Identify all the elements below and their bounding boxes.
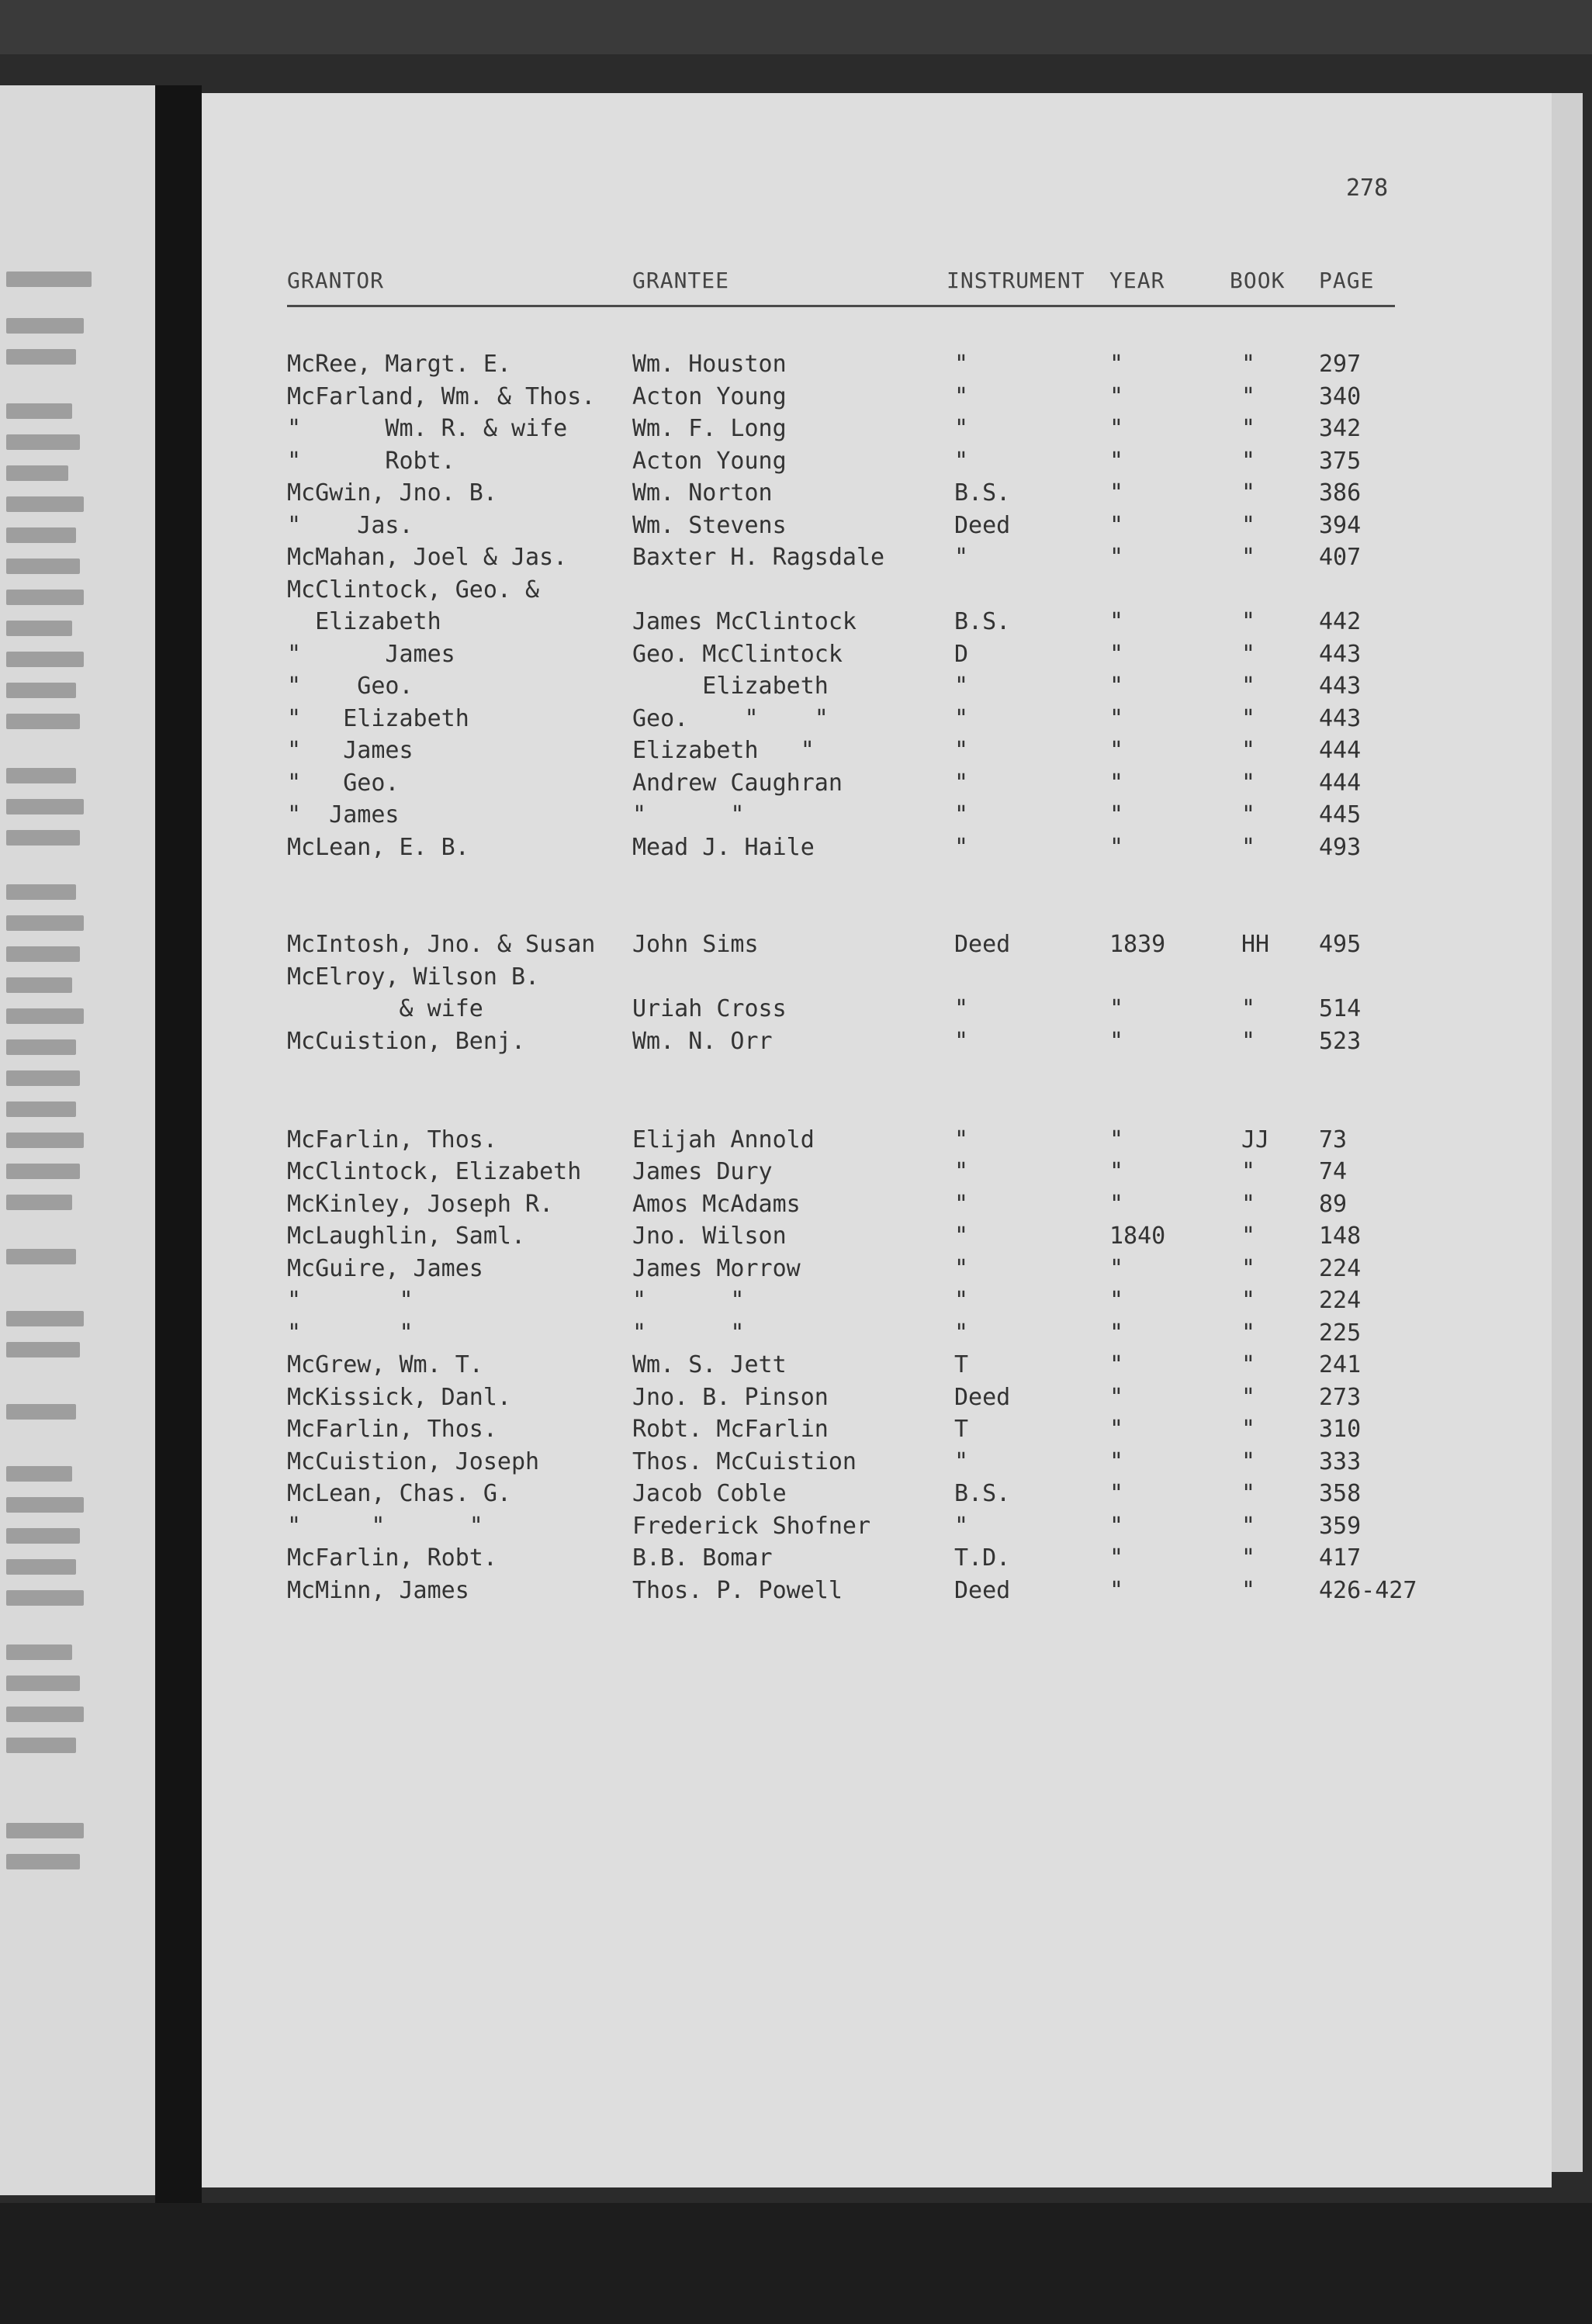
cell-grantor: " "	[287, 1287, 414, 1314]
cell-book: "	[1241, 512, 1256, 539]
cell-grantor: McLaughlin, Saml.	[287, 1223, 526, 1250]
cell-grantor: McCuistion, Benj.	[287, 1028, 526, 1055]
cell-grantee: Frederick Shofner	[632, 1513, 871, 1540]
cell-page: 445	[1319, 801, 1362, 828]
cell-page: 386	[1319, 479, 1362, 507]
table-row	[202, 382, 1552, 413]
cell-instrument: "	[954, 995, 969, 1022]
cell-year: "	[1109, 1158, 1124, 1185]
cell-instrument: "	[954, 1028, 969, 1055]
cell-instrument: T	[954, 1351, 969, 1378]
cell-grantee: Thos. P. Powell	[632, 1577, 843, 1604]
cell-instrument: "	[954, 1287, 969, 1314]
cell-book: "	[1241, 673, 1256, 700]
cell-page: 333	[1319, 1448, 1362, 1475]
table-row	[202, 1189, 1552, 1220]
cell-instrument: "	[954, 448, 969, 475]
cell-instrument: B.S.	[954, 479, 1011, 507]
cell-grantee: Wm. N. Orr	[632, 1028, 773, 1055]
cell-grantee: James McClintock	[632, 608, 857, 635]
page-number: 278	[1346, 175, 1389, 202]
cell-grantor: & wife	[287, 995, 483, 1022]
cell-instrument: Deed	[954, 931, 1011, 958]
cell-grantee: Elijah Annold	[632, 1126, 815, 1153]
cell-page: 89	[1319, 1191, 1348, 1218]
cell-grantee: Jacob Coble	[632, 1480, 787, 1507]
cell-grantee: Acton Young	[632, 383, 787, 410]
cell-year: "	[1109, 1577, 1124, 1604]
table-row	[202, 1543, 1552, 1574]
cell-book: "	[1241, 383, 1256, 410]
cell-year: "	[1109, 1319, 1124, 1347]
cell-year: "	[1109, 1480, 1124, 1507]
book-gutter	[155, 85, 202, 2211]
cell-book: "	[1241, 1319, 1256, 1347]
cell-grantee: Amos McAdams	[632, 1191, 801, 1218]
cell-grantor: Elizabeth	[287, 608, 441, 635]
cell-page: 225	[1319, 1319, 1362, 1347]
table-row	[202, 1382, 1552, 1413]
cell-instrument: "	[954, 1448, 969, 1475]
cell-instrument: "	[954, 351, 969, 378]
header-page: PAGE	[1319, 268, 1375, 293]
table-row	[202, 1447, 1552, 1478]
cell-instrument: D	[954, 641, 969, 668]
cell-grantor: McFarland, Wm. & Thos.	[287, 383, 596, 410]
cell-grantor: McGrew, Wm. T.	[287, 1351, 483, 1378]
cell-book: "	[1241, 1223, 1256, 1250]
cell-book: "	[1241, 1191, 1256, 1218]
cell-year: 1840	[1109, 1223, 1166, 1250]
cell-page: 342	[1319, 415, 1362, 442]
cell-instrument: "	[954, 673, 969, 700]
cell-grantee: John Sims	[632, 931, 759, 958]
cell-grantor: McGwin, Jno. B.	[287, 479, 497, 507]
table-row	[202, 1221, 1552, 1252]
table-row	[202, 832, 1552, 863]
table-row	[202, 1125, 1552, 1156]
header-year: YEAR	[1109, 268, 1165, 293]
cell-grantor: McCuistion, Joseph	[287, 1448, 540, 1475]
cell-instrument: "	[954, 1255, 969, 1282]
cell-grantee: " "	[632, 801, 745, 828]
cell-grantor: " James	[287, 801, 400, 828]
cell-grantor: " Wm. R. & wife	[287, 415, 568, 442]
cell-grantee: Geo. McClintock	[632, 641, 843, 668]
cell-page: 417	[1319, 1544, 1362, 1572]
cell-instrument: T.D.	[954, 1544, 1011, 1572]
cell-grantee: Baxter H. Ragsdale	[632, 544, 885, 571]
cell-instrument: Deed	[954, 1384, 1011, 1411]
cell-page: 359	[1319, 1513, 1362, 1540]
cell-year: "	[1109, 479, 1124, 507]
cell-year: "	[1109, 995, 1124, 1022]
cell-grantee: James Dury	[632, 1158, 773, 1185]
cell-grantor: McMahan, Joel & Jas.	[287, 544, 568, 571]
cell-grantee: Uriah Cross	[632, 995, 787, 1022]
cell-grantor: " Geo.	[287, 769, 400, 797]
cell-year: "	[1109, 1191, 1124, 1218]
cell-grantee: Thos. McCuistion	[632, 1448, 857, 1475]
cell-grantee: Jno. B. Pinson	[632, 1384, 829, 1411]
cell-grantee: Andrew Caughran	[632, 769, 843, 797]
cell-grantor: " Elizabeth	[287, 705, 469, 732]
cell-instrument: "	[954, 737, 969, 764]
cell-grantee: Elizabeth "	[632, 737, 815, 764]
header-grantor: GRANTOR	[287, 268, 385, 293]
cell-instrument: "	[954, 1319, 969, 1347]
table-row	[202, 962, 1552, 993]
cell-grantor: McFarlin, Thos.	[287, 1416, 497, 1443]
cell-book: "	[1241, 641, 1256, 668]
cell-page: 224	[1319, 1287, 1362, 1314]
table-row	[202, 1285, 1552, 1316]
cell-grantee: Wm. F. Long	[632, 415, 787, 442]
cell-year: "	[1109, 834, 1124, 861]
table-row	[202, 704, 1552, 735]
cell-instrument: "	[954, 834, 969, 861]
cell-book: "	[1241, 608, 1256, 635]
cell-grantor: " James	[287, 737, 414, 764]
cell-book: "	[1241, 1416, 1256, 1443]
cell-year: "	[1109, 512, 1124, 539]
cell-book: "	[1241, 1448, 1256, 1475]
cell-page: 443	[1319, 705, 1362, 732]
cell-grantor: McFarlin, Robt.	[287, 1544, 497, 1572]
cell-year: "	[1109, 641, 1124, 668]
cell-page: 241	[1319, 1351, 1362, 1378]
cell-page: 73	[1319, 1126, 1348, 1153]
cell-book: "	[1241, 1287, 1256, 1314]
cell-page: 443	[1319, 641, 1362, 668]
cell-instrument: "	[954, 1223, 969, 1250]
cell-grantor: McClintock, Elizabeth	[287, 1158, 582, 1185]
cell-grantor: " Robt.	[287, 448, 455, 475]
cell-page: 375	[1319, 448, 1362, 475]
cell-page: 148	[1319, 1223, 1362, 1250]
cell-grantor: " "	[287, 1319, 414, 1347]
table-row	[202, 1254, 1552, 1285]
table-row	[202, 800, 1552, 831]
cell-grantee: Wm. Norton	[632, 479, 773, 507]
cell-year: "	[1109, 1448, 1124, 1475]
table-row	[202, 446, 1552, 477]
table-row	[202, 607, 1552, 638]
cell-page: 310	[1319, 1416, 1362, 1443]
table-row	[202, 1157, 1552, 1188]
cell-grantee: B.B. Bomar	[632, 1544, 773, 1572]
cell-grantor: McIntosh, Jno. & Susan	[287, 931, 596, 958]
cell-grantee: Geo. " "	[632, 705, 829, 732]
cell-book: "	[1241, 1544, 1256, 1572]
cell-page: 495	[1319, 931, 1362, 958]
scan-border-bottom	[0, 2203, 1592, 2324]
cell-year: "	[1109, 1028, 1124, 1055]
cell-grantee: Elizabeth	[632, 673, 829, 700]
table-row	[202, 768, 1552, 799]
cell-instrument: "	[954, 544, 969, 571]
cell-grantee: Wm. Houston	[632, 351, 787, 378]
table-row	[202, 639, 1552, 670]
cell-instrument: "	[954, 415, 969, 442]
cell-page: 273	[1319, 1384, 1362, 1411]
cell-book: JJ	[1241, 1126, 1270, 1153]
cell-year: "	[1109, 544, 1124, 571]
cell-grantor: " Jas.	[287, 512, 414, 539]
cell-instrument: B.S.	[954, 1480, 1011, 1507]
cell-grantor: McGuire, James	[287, 1255, 483, 1282]
cell-year: "	[1109, 1351, 1124, 1378]
table-header	[287, 268, 1389, 299]
cell-instrument: T	[954, 1416, 969, 1443]
cell-book: "	[1241, 1480, 1256, 1507]
cell-page: 224	[1319, 1255, 1362, 1282]
cell-book: "	[1241, 1028, 1256, 1055]
table-row	[202, 1026, 1552, 1057]
cell-grantee: Robt. McFarlin	[632, 1416, 829, 1443]
cell-book: "	[1241, 479, 1256, 507]
cell-book: "	[1241, 801, 1256, 828]
cell-book: "	[1241, 1513, 1256, 1540]
cell-year: "	[1109, 1287, 1124, 1314]
cell-page: 407	[1319, 544, 1362, 571]
cell-grantor: McElroy, Wilson B.	[287, 963, 540, 991]
cell-year: 1839	[1109, 931, 1166, 958]
cell-instrument: B.S.	[954, 608, 1011, 635]
cell-page: 394	[1319, 512, 1362, 539]
cell-year: "	[1109, 737, 1124, 764]
index-page	[202, 93, 1552, 2187]
cell-grantor: McLean, E. B.	[287, 834, 469, 861]
cell-instrument: "	[954, 801, 969, 828]
cell-book: "	[1241, 1255, 1256, 1282]
cell-page: 442	[1319, 608, 1362, 635]
table-row	[202, 510, 1552, 541]
table-row	[202, 1478, 1552, 1510]
cell-year: "	[1109, 801, 1124, 828]
cell-page: 358	[1319, 1480, 1362, 1507]
cell-grantor: McFarlin, Thos.	[287, 1126, 497, 1153]
table-row	[202, 349, 1552, 380]
cell-grantor: McMinn, James	[287, 1577, 469, 1604]
cell-book: "	[1241, 1577, 1256, 1604]
table-row	[202, 1511, 1552, 1542]
cell-page: 426-427	[1319, 1577, 1417, 1604]
header-rule	[287, 305, 1395, 307]
cell-instrument: "	[954, 769, 969, 797]
cell-instrument: "	[954, 1126, 969, 1153]
cell-grantor: McRee, Margt. E.	[287, 351, 511, 378]
header-instrument: INSTRUMENT	[947, 268, 1085, 293]
table-row	[202, 413, 1552, 444]
cell-page: 444	[1319, 737, 1362, 764]
cell-book: "	[1241, 1351, 1256, 1378]
cell-grantor: McKissick, Danl.	[287, 1384, 511, 1411]
cell-page: 340	[1319, 383, 1362, 410]
cell-instrument: "	[954, 1191, 969, 1218]
cell-year: "	[1109, 1384, 1124, 1411]
cell-grantor: " Geo.	[287, 673, 414, 700]
table-row	[202, 478, 1552, 509]
cell-page: 444	[1319, 769, 1362, 797]
table-row	[202, 929, 1552, 960]
cell-year: "	[1109, 351, 1124, 378]
cell-year: "	[1109, 383, 1124, 410]
table-row	[202, 1318, 1552, 1349]
cell-book: "	[1241, 995, 1256, 1022]
cell-grantee: " "	[632, 1319, 745, 1347]
cell-book: "	[1241, 544, 1256, 571]
cell-book: "	[1241, 705, 1256, 732]
facing-page-edge	[0, 85, 155, 2195]
cell-book: "	[1241, 1158, 1256, 1185]
table-row	[202, 542, 1552, 573]
page-right-edge	[1552, 93, 1583, 2172]
cell-instrument: "	[954, 705, 969, 732]
cell-book: "	[1241, 448, 1256, 475]
table-row	[202, 671, 1552, 702]
cell-book: "	[1241, 351, 1256, 378]
cell-book: "	[1241, 769, 1256, 797]
cell-grantee: James Morrow	[632, 1255, 801, 1282]
cell-instrument: Deed	[954, 1577, 1011, 1604]
cell-grantee: Jno. Wilson	[632, 1223, 787, 1250]
table-row	[202, 1414, 1552, 1445]
cell-page: 523	[1319, 1028, 1362, 1055]
cell-year: "	[1109, 1416, 1124, 1443]
cell-year: "	[1109, 705, 1124, 732]
header-grantee: GRANTEE	[632, 268, 730, 293]
cell-page: 514	[1319, 995, 1362, 1022]
cell-grantee: Acton Young	[632, 448, 787, 475]
cell-year: "	[1109, 608, 1124, 635]
cell-book: "	[1241, 737, 1256, 764]
cell-grantor: McLean, Chas. G.	[287, 1480, 511, 1507]
cell-grantee: Wm. S. Jett	[632, 1351, 787, 1378]
cell-book: "	[1241, 415, 1256, 442]
cell-instrument: "	[954, 1513, 969, 1540]
cell-grantor: " " "	[287, 1513, 483, 1540]
cell-grantor: McKinley, Joseph R.	[287, 1191, 554, 1218]
cell-book: "	[1241, 1384, 1256, 1411]
cell-grantor: " James	[287, 641, 455, 668]
cell-year: "	[1109, 1126, 1124, 1153]
table-row	[202, 1350, 1552, 1381]
cell-year: "	[1109, 1544, 1124, 1572]
cell-year: "	[1109, 769, 1124, 797]
cell-page: 493	[1319, 834, 1362, 861]
header-book: BOOK	[1230, 268, 1286, 293]
cell-grantee: Wm. Stevens	[632, 512, 787, 539]
cell-year: "	[1109, 1255, 1124, 1282]
cell-page: 443	[1319, 673, 1362, 700]
cell-page: 74	[1319, 1158, 1348, 1185]
cell-year: "	[1109, 448, 1124, 475]
table-row	[202, 575, 1552, 606]
cell-year: "	[1109, 673, 1124, 700]
cell-instrument: Deed	[954, 512, 1011, 539]
cell-grantee: Mead J. Haile	[632, 834, 815, 861]
table-row	[202, 735, 1552, 766]
cell-instrument: "	[954, 1158, 969, 1185]
table-row	[202, 1575, 1552, 1606]
table-row	[202, 994, 1552, 1025]
cell-grantee: " "	[632, 1287, 745, 1314]
cell-book: "	[1241, 834, 1256, 861]
cell-grantor: McClintock, Geo. &	[287, 576, 540, 603]
cell-book: HH	[1241, 931, 1270, 958]
cell-year: "	[1109, 415, 1124, 442]
cell-instrument: "	[954, 383, 969, 410]
scan-border	[0, 0, 1592, 54]
cell-page: 297	[1319, 351, 1362, 378]
cell-year: "	[1109, 1513, 1124, 1540]
